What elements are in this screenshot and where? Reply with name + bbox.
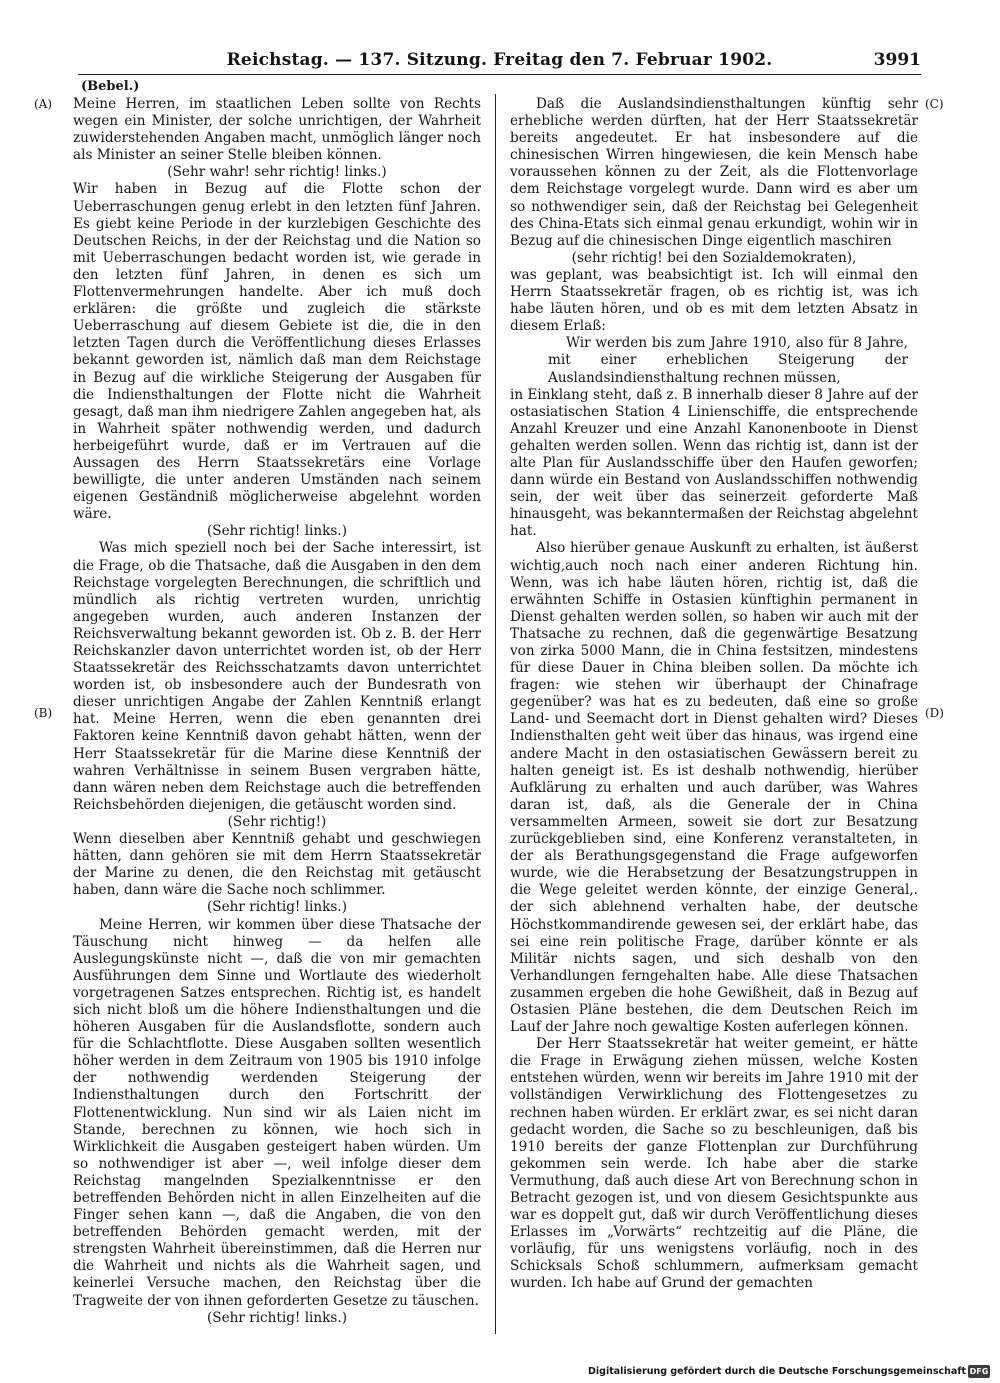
paragraph: Meine Herren, im staatlichen Leben sollte von Rechts wegen ein Minister, der solche unrichtigen, der Wahrheit zuwiderstehenden Angaben macht, unmöglich länger noch als Minister an seiner Stelle bleiben können.	[73, 96, 481, 164]
interjection: (Sehr richtig! links.)	[206, 899, 348, 916]
speaker-tag: (Bebel.)	[81, 79, 140, 94]
margin-mark-a: (A)	[34, 97, 53, 111]
interjection: (Sehr richtig! links.)	[206, 1309, 348, 1326]
text-column-left	[73, 96, 481, 1333]
interjection: (Sehr wahr! sehr richtig! links.)	[167, 164, 387, 181]
paragraph: Wenn dieselben aber Kenntniß gehabt und geschwiegen hätten, dann gehören sie mit dem Herrn Staatssekretär der Marine zu denen, die den Reichstag mit getäuscht haben, dann wäre die Sache noch schlimmer.	[73, 831, 481, 899]
paragraph: Wir haben in Bezug auf die Flotte schon der Ueberraschungen genug erlebt in den letzten fünf Jahren. Es giebt keine Periode in der kurzlebigen Geschichte des Deutschen Reichs, in der der Reichstag und die Nation so mit Ueberraschungen bedacht worden ist, wie gerade in den letzten fünf Jahren, in denen es sich um Flottenvermehrungen handelte. Aber ich muß doch erklären: die größte und zugleich die stärkste Ueberraschung auf diesem Gebiete ist die, die in den letzten Tagen durch die Veröffentlichung dieses Erlasses bekannt geworden ist, nämlich daß man dem Reichstage in Bezug auf die wirkliche Steigerung der Ausgaben für die Indiensthaltungen der Flotte nicht die Wahrheit gesagt, daß man ihm niedrigere Zahlen angegeben hat, als in Wahrheit später nothwendig werden, und dadurch herbeigeführt wurde, daß er im Vertrauen auf die Aussagen des Herrn Staatssekretärs eine Vorlage bewilligte, die unter anderen Umständen nach seinem eigenen Geständniß möglicherweise abgelehnt worden wäre.	[73, 181, 481, 523]
paragraph: was geplant, was beabsichtigt ist. Ich will einmal den Herrn Staatssekretär fragen, ob es richtig ist, was ich habe läuten hören, und ob es mit dem letzten Absatz in diesem Erlaß:	[510, 266, 918, 335]
paragraph: Der Herr Staatssekretär hat weiter gemeint, er hätte die Frage in Erwägung ziehen müssen, welche Kosten entstehen würden, wenn wir bereits im Jahre 1910 mit der vollständigen Verwirklichung des Flottengesetzes zu rechnen haben würden. Er erklärt zwar, es sei nicht daran gedacht worden, die Sache so zu beschleunigen, daß bis 1910 bereits der ganze Flottenplan zur Durchführung gekommen sein werde. Ich habe aber die starke Vermuthung, daß auch diese Art von Berechnung schon in Betracht gezogen ist, und von diesem Gesichtspunkte aus war es doppelt gut, daß wir durch Veröffentlichung dieses Erlasses im „Vorwärts“ rechtzeitig auf die Pläne, die vorläufig, für uns wenigstens vorläufig, noch in des Schicksals Schoß schlummern, aufmerksam gemacht wurden. Ich habe auf Grund der gemachten	[510, 1036, 918, 1292]
text-column-right	[510, 96, 918, 1333]
margin-mark-c: (C)	[925, 97, 944, 111]
interjection: (Sehr richtig! links.)	[206, 523, 348, 540]
running-head	[78, 48, 921, 75]
paragraph: Was mich speziell noch bei der Sache interessirt, ist die Frage, ob die Thatsache, daß die Ausgaben in den dem Reichstage vorgelegten Berechnungen, die schriftlich und mündlich als richtig vertreten wurden, unrichtig angegeben wurden, auch anderen Instanzen der Reichsverwaltung bekannt geworden ist. Ob z. B. der Herr Reichskanzler davon unterrichtet worden ist, ob der Herr Staatssekretär des Reichsschatzamts davon unterrichtet worden ist, ob insbesondere auch der Bundesrath von dieser unrichtigen Angabe der Zahlen Kenntniß erlangt hat. Meine Herren, wenn die eben genannten drei Faktoren keine Kenntniß davon gehabt hätten, wenn der Herr Staatssekretär für die Marine diese Kenntniß der wahren Verhältnisse in seinem Busen vergraben hätte, dann wären neben dem Reichstage auch die betreffenden Reichsbehörden diejenigen, die getäuscht worden sind.	[73, 540, 481, 813]
paragraph: Daß die Auslandsindiensthaltungen künftig sehr erhebliche werden dürften, hat der Herr Staatssekretär bereits angedeutet. Er hat insbesondere auf die chinesischen Wirren hingewiesen, die kein Mensch habe voraussehen können zu der Zeit, als die Flottenvorlage dem Reichstage vorgelegt wurde. Dann wird es aber um so nothwendiger sein, daß der Reichstag bei Gelegenheit des China-Etats sich einmal genau erkundigt, wohin wir in Bezug auf die chinesischen Dinge eigentlich maschiren	[510, 96, 918, 249]
digitization-credit: Digitalisierung gefördert durch die Deutsche Forschungsgemeinschaft	[588, 1366, 966, 1377]
paragraph: Meine Herren, wir kommen über diese Thatsache der Täuschung nicht hinweg — da helfen alle Auslegungskünste nicht —, daß die von mir gemachten Ausführungen dem Sinne und Wortlaute des wiederholt vorgetragenen Satzes entsprechen. Richtig ist, es handelt sich nicht bloß um die höhere Indiensthaltungen und die höheren Ausgaben für die Auslandsflotte, sondern auch für die Schlachtflotte. Diese Ausgaben sollten wesentlich höher werden in dem Zeitraum von 1905 bis 1910 infolge der nothwendig werdenden Steigerung der Indiensthaltungen durch den Fortschritt der Flottenentwicklung. Nun sind wir als Laien nicht im Stande, berechnen zu können, wie hoch sich in Wirklichkeit die Ausgaben gesteigert haben würden. Um so nothwendiger ist aber —, weil infolge dieser dem Reichstag mangelnden Spezialkenntnisse er den betreffenden Behörden nicht in allen Einzelheiten auf die Finger sehen kann —, daß die Angaben, die von den betreffenden Behörden gemacht werden, mit der strengsten Wahrheit übereinstimmen, daß die Herren nur die Wahrheit und nichts als die Wahrheit sagen, und keinerlei Versuche machen, den Reichstag über die Tragweite der von ihnen geforderten Gesetze zu täuschen.	[73, 916, 481, 1309]
interjection: (sehr richtig! bei den Sozialdemokraten),	[571, 249, 857, 266]
paragraph: in Einklang steht, daß z. B innerhalb dieser 8 Jahre auf der ostasiatischen Station 4 Linienschiffe, die entsprechende Anzahl Kreuzer und eine Anzahl Kanonenboote in Dienst gehalten werden sollen. Wenn das richtig ist, dann ist der alte Plan für Auslandsschiffe über den Haufen geworfen; dann würde ein Bestand von Auslandsschiffen nothwendig sein, der weit über das seinerzeit geforderte Maß hinausgeht, was bekanntermaßen der Reichstag abgelehnt hat.	[510, 386, 918, 540]
page-header-title: Reichstag. — 137. Sitzung. Freitag den 7. Februar 1902.	[226, 50, 773, 70]
column-divider	[495, 94, 496, 1334]
page-number: 3991	[873, 50, 921, 70]
interjection: (Sehr richtig!)	[227, 813, 327, 830]
dfg-logo-icon: DFG	[969, 1367, 989, 1376]
block-quote: Wir werden bis zum Jahre 1910, also für 8 Jahre, mit einer erheblichen Steigerung der Auslandsindiensthaltung rechnen müssen,	[548, 335, 908, 386]
margin-mark-d: (D)	[925, 706, 944, 720]
paragraph: Also hierüber genaue Auskunft zu erhalten, ist äußerst wichtig,auch noch nach einer anderen Richtung hin. Wenn, was ich habe läuten hören, richtig ist, daß die erwähnten Schiffe in Ostasien künftighin permanent in Dienst gehalten werden sollen, so haben wir auch mit der Thatsache zu rechnen, daß die gegenwärtige Besatzung von zirka 5000 Mann, die in China festsitzen, mindestens für diese Dauer in China bleiben sollen. Da möchte ich fragen: wie stehen wir überhaupt der Chinafrage gegenüber? was hat es zu bedeuten, daß eine so große Land- und Seemacht dort in Dienst gehalten wird? Dieses Indiensthalten geht weit über das hinaus, was irgend eine andere Macht in den ostasiatischen Gewässern bereit zu halten geneigt ist. Es ist deshalb nothwendig, hierüber Aufklärung zu erhalten und auch darüber, was Wahres daran ist, daß, als die Generale der in China versammelten Armeen, soweit sie dort zur Besatzung zurückgeblieben sind, eine Konferenz veranstalteten, in der als Berathungsgegenstand die Frage aufgeworfen wurde, wie die Herabsetzung der Besatzungstruppen in die Wege geleitet werden könnte, der einzige General,. der sich ablehnend verhalten habe, der deutsche Höchstkommandirende gewesen sei, der erklärt habe, das sei eine rein politische Frage, darüber könnte er als Militär nichts sagen, und sich deshalb von den Verhandlungen ferngehalten habe. Alle diese Thatsachen zusammen ergeben die hohe Gewißheit, daß in Bezug auf Ostasien Pläne bestehen, die dem Deutschen Reich im Lauf der Jahre noch gewaltige Kosten auferlegen können.	[510, 540, 918, 1036]
margin-mark-b: (B)	[34, 706, 53, 720]
